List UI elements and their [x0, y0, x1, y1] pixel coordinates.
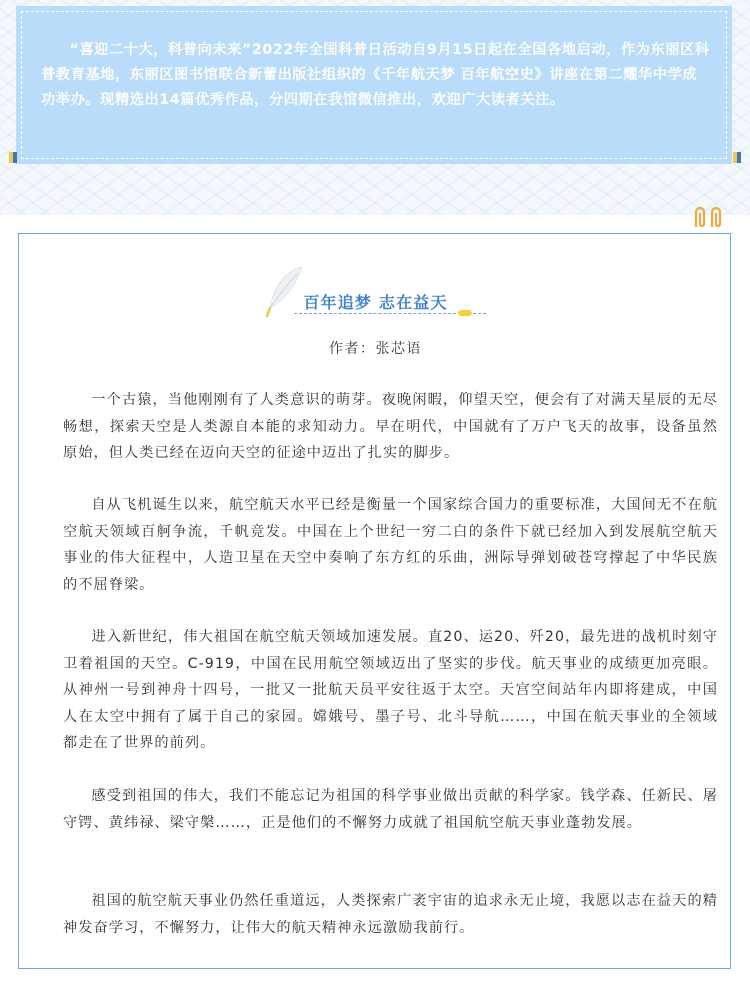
corner-mark-right [733, 152, 741, 163]
article-paragraph-5: 祖国的航空航天事业仍然任重道远，人类探索广袤宇宙的追求永无止境，我愿以志在益天的精神发奋学习，不懈努力，让伟大的航天精神永远激励我前行。 [63, 893, 718, 936]
intro-banner [16, 6, 732, 164]
article-author: 作者：张芯语 [329, 341, 422, 357]
article-title: 百年追梦 志在益天 [303, 293, 448, 312]
intro-text: “喜迎二十大，科普向未来”2022年全国科普日活动自9月15日起在全国各地启动，作为东丽区科普教育基地，东丽区图书馆联合新蕾出版社组织的《千年航天梦 百年航空史》讲座在第二耀华中学成功举办。现精选出14篇优秀作品，分四期在我馆微信推出，欢迎广大读者关注。 [41, 42, 710, 108]
article-paragraph-3: 进入新世纪，伟大祖国在航空航天领域加速发展。直20、运20、歼20，最先进的战机时刻守卫着祖国的天空。C-919，中国在民用航空领域迈出了坚实的步伐。航天事业的成绩更加亮眼。从神州一号到神舟十四号，一批又一批航天员平安往返于太空。天宫空间站年内即将建成，中国人在太空中拥有了属于自己的家园。嫦娥号、墨子号、北斗导航……，中国在航天事业的全领域都走在了世界的前列。 [63, 629, 718, 751]
article-paragraph-2: 自从飞机诞生以来，航空航天水平已经是衡量一个国家综合国力的重要标准，大国间无不在航空航天领域百舸争流，千帆竞发。中国在上个世纪一穷二白的条件下就已经加入到发展航空航天事业的伟大征程中，人造卫星在天空中奏响了东方红的乐曲，洲际导弹划破苍穹撑起了中华民族的不屈脊梁。 [63, 497, 718, 593]
title-dot [458, 310, 472, 316]
paperclip-icon [690, 204, 730, 230]
corner-mark-left [9, 152, 17, 163]
article-paragraph-1: 一个古猿，当他刚刚有了人类意识的萌芽。夜晚闲暇，仰望天空，便会有了对满天星辰的无尽畅想，探索天空是人类源自本能的求知动力。早在明代，中国就有了万户飞天的故事，设备虽然原始，但人类已经在迈向天空的征途中迈出了扎实的脚步。 [63, 392, 718, 461]
article-card [18, 233, 731, 969]
article-paragraph-4: 感受到祖国的伟大，我们不能忘记为祖国的科学事业做出贡献的科学家。钱学森、任新民、屠守锷、黄纬禄、梁守槃……，正是他们的不懈努力成就了祖国航空航天事业蓬勃发展。 [63, 788, 718, 831]
intro-section [0, 0, 750, 215]
